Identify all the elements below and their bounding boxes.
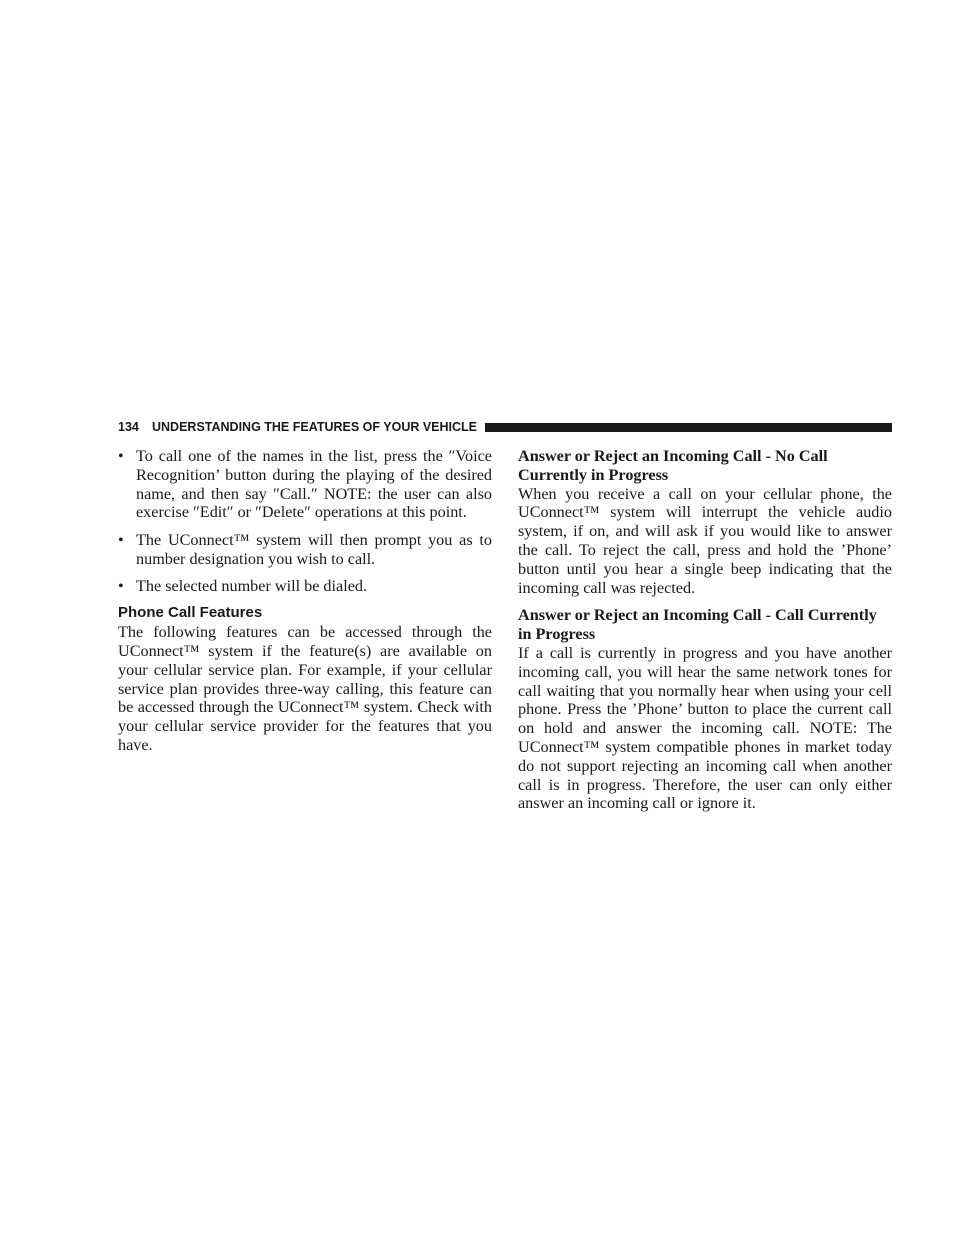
no-call-in-progress-heading: Answer or Reject an Incoming Call - No Call Currently in Progress	[518, 447, 828, 484]
phone-call-features-heading: Phone Call Features	[118, 604, 263, 622]
call-in-progress-heading: Answer or Reject an Incoming Call - Call Currently in Progress	[518, 606, 877, 644]
page-header	[118, 419, 892, 437]
chapter-title: UNDERSTANDING THE FEATURES OF YOUR VEHICLE	[152, 420, 478, 434]
bullet-list	[118, 447, 492, 596]
bullet-text: To call one of the names in the list, press the ″Voice Recognition’ button during the playing of the desired name, and then say ″Call.″ NOTE: the user can also exercise ″Edit″ or ″Delete″ operations at this point.	[136, 447, 492, 522]
list-item	[118, 531, 492, 569]
left-column	[118, 447, 492, 755]
bullet-icon: •	[118, 530, 124, 549]
right-column	[518, 447, 892, 813]
call-in-progress-text: If a call is currently in progress and you have another incoming call, you will hear the same network tones for call waiting that you normally hear when using your cell phone. Press the ’Phone’ button to place the current call on hold and answer the incoming call. NOTE: The UConnect™ system compatible phones in market today do not support rejecting an incoming call when another call is in progress. Therefore, the user can only either answer an incoming call or ignore it.	[518, 643, 892, 813]
list-item	[118, 577, 492, 596]
page-number: 134	[118, 420, 139, 434]
bullet-text: The UConnect™ system will then prompt you as to number designation you wish to call.	[136, 530, 492, 568]
bullet-text: The selected number will be dialed.	[136, 576, 368, 595]
bullet-icon: •	[118, 447, 124, 465]
no-call-in-progress-text: When you receive a call on your cellular phone, the UConnect™ system will interrupt the vehicle audio system, if on, and will ask if you would like to answer the call. To reject the call, press and hold the ’Phone’ button until you hear a single beep indicating that the incoming call was rejected.	[518, 484, 892, 597]
bullet-icon: •	[118, 576, 124, 595]
phone-call-features-text: The following features can be accessed through the UConnect™ system if the feature(s) are available on your cellular service plan. For example, if your cellular service plan provides three-way calling, this feature can be accessed through the UConnect™ system. Check with your cellular service provider for the features that you have.	[118, 623, 492, 754]
list-item	[118, 447, 492, 522]
header-rule	[485, 423, 892, 432]
